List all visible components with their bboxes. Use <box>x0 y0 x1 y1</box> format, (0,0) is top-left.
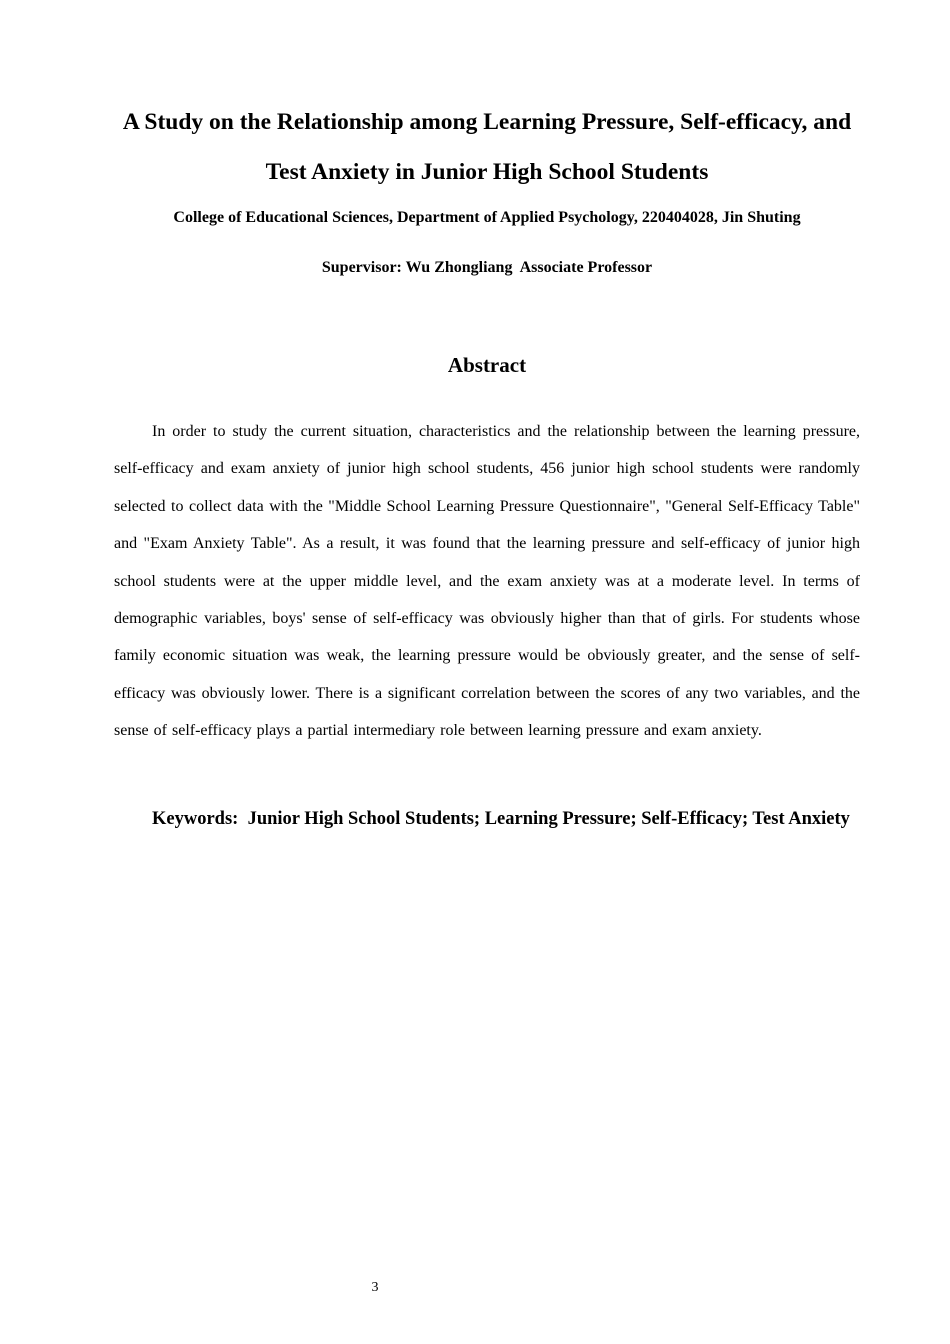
abstract-heading: Abstract <box>447 353 527 377</box>
abstract-body: In order to study the current situation, characteristics and the relationship between the learning pressure, self-efficacy and exam anxiety of junior high school students, 456 junior high school students were randomly selected to collect data with the "Middle School Learning Pressure Questionnaire", "General Self-Efficacy Table" and "Exam Anxiety Table". As a result, it was found that the learning pressure and self-efficacy of junior high school students were at the upper middle level, and the exam anxiety was at a moderate level. In terms of demographic variables, boys' sense of self-efficacy was obviously higher than that of girls. For students whose family economic situation was weak, the learning pressure would be obviously greater, and the sense of self-efficacy was obviously lower. There is a significant correlation between the scores of any two variables, and the sense of self-efficacy plays a partial intermediary role between learning pressure and exam anxiety. <box>114 423 860 740</box>
author-affiliation: College of Educational Sciences, Department of Applied Psychology, 220404028, Jin Shuting <box>173 209 801 226</box>
paper-title: A Study on the Relationship among Learning Pressure, Self-efficacy, and Test Anxiety in Junior High School Students <box>122 109 852 185</box>
keywords-paragraph <box>114 801 860 838</box>
supervisor-line: Supervisor: Wu Zhongliang Associate Professor <box>321 259 653 276</box>
keywords-label: Keywords: <box>152 809 248 829</box>
page-number: 3 <box>371 1280 379 1295</box>
keywords-text: Junior High School Students; Learning Pressure; Self-Efficacy; Test Anxiety <box>247 809 850 829</box>
